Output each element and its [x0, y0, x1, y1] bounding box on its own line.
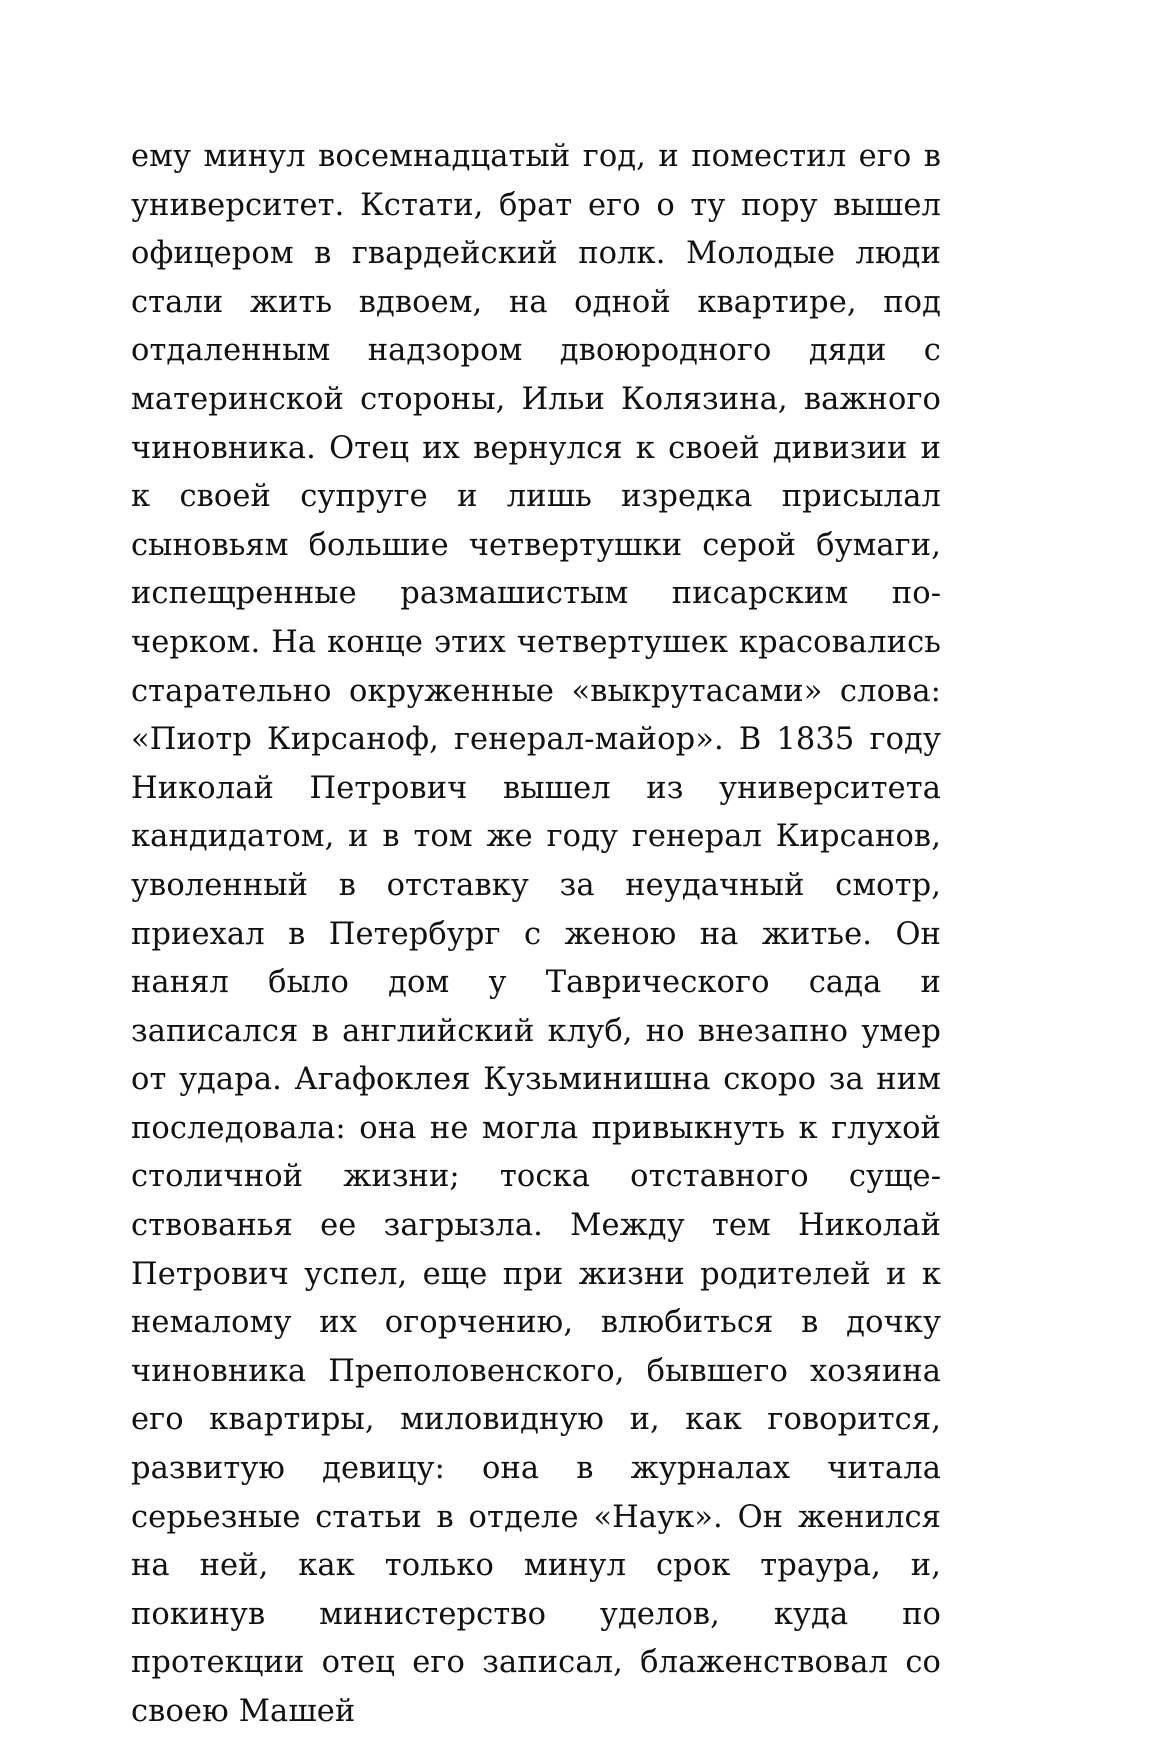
- body-paragraph: ему минул восемнадцатый год, и поместил его в университет. Кстати, брат его о ту пору вышел офицером в гвардейский полк. Молодые люди стали жить вдвоем, на одной квартире, под отдаленным надзором двоюродного дяди с материнской стороны, Ильи Колязина, важного чиновника. Отец их вернулся к своей дивизии и к своей супруге и лишь изредка присылал сыновьям большие четвертушки серой бумаги, испещренные размашистым писарским почерком. На конце этих четвертушек красовались старательно окруженные «выкрутасами» слова: «Пиотр Кирсаноф, генерал-майор». В 1835 году Николай Петрович вышел из университета кандидатом, и в том же году генерал Кирсанов, уволенный в отставку за неудачный смотр, приехал в Петербург с женою на житье. Он нанял было дом у Таврического сада и записался в английский клуб, но внезапно умер от удара. Агафоклея Кузьминишна скоро за ним последовала: она не могла привыкнуть к глухой столичной жизни; тоска отставного существованья ее загрызла. Между тем Николай Петрович успел, еще при жизни родителей и к немалому их огорчению, влюбиться в дочку чиновника Преполовенского, бывшего хозяина его квартиры, миловидную и, как говорится, развитую девицу: она в журналах читала серьезные статьи в отделе «Наук». Он женился на ней, как только минул срок траура, и, покинув министерство уделов, куда по протекции отец его записал, блаженствовал со своею Машей: [131, 139, 941, 1729]
- text-column: [131, 133, 941, 1737]
